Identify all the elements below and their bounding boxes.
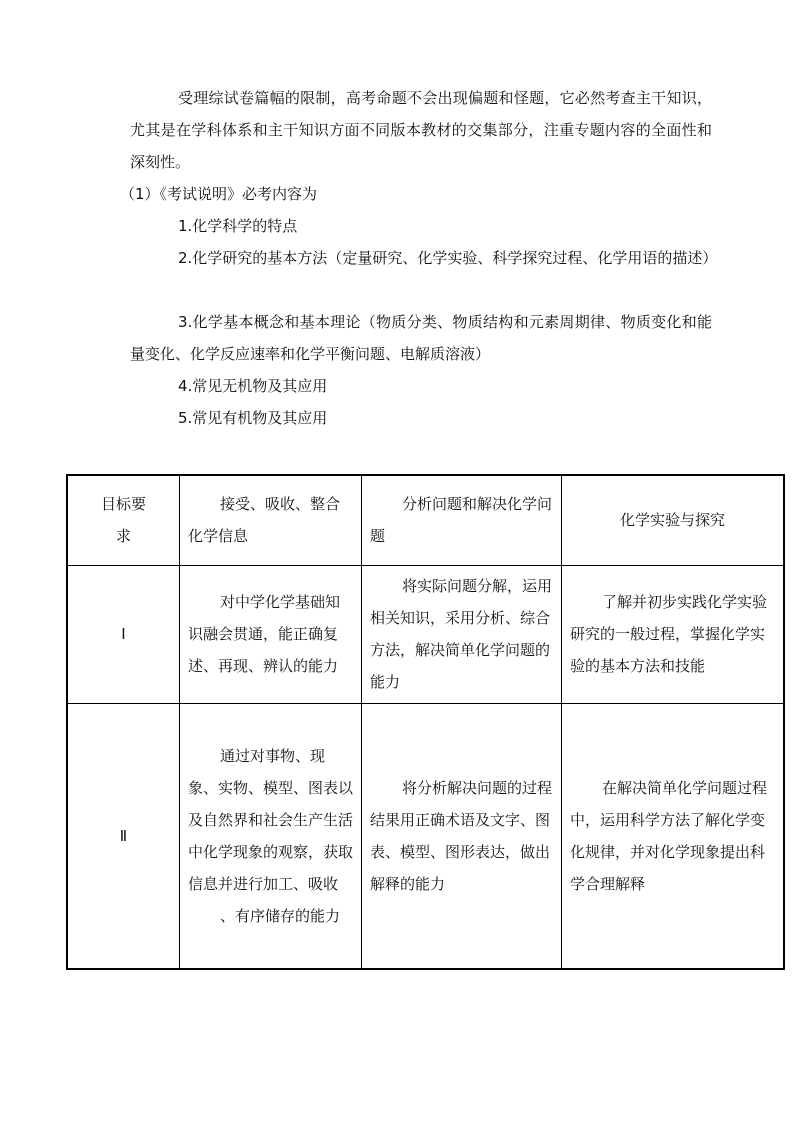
table-cell bbox=[180, 703, 362, 969]
header-label: 目标要求 bbox=[100, 495, 146, 546]
table-cell: 了解并初步实践化学实验研究的一般过程，掌握化学实验的基本方法和技能 bbox=[562, 565, 785, 703]
cell-text-tail: 、有序储存的能力 bbox=[220, 906, 341, 925]
table-cell: 将实际问题分解，运用相关知识，采用分析、综合方法，解决简单化学问题的能力 bbox=[362, 565, 562, 703]
header-target-requirement bbox=[67, 475, 180, 565]
header-analyze-solve: 分析问题和解决化学问题 bbox=[362, 475, 562, 565]
section-heading: （1）《考试说明》必考内容为 bbox=[120, 185, 318, 203]
level-label: Ⅰ bbox=[67, 565, 180, 703]
table-cell: 对中学化学基础知识融会贯通，能正确复述、再现、辨认的能力 bbox=[180, 565, 362, 703]
ability-requirements-table bbox=[66, 474, 785, 970]
intro-paragraph: 受理综试卷篇幅的限制，高考命题不会出现偏题和怪题，它必然考查主干知识，尤其是在学科体系和主干知识方面不同版本教材的交集部分，注重专题内容的全面性和深刻性。 bbox=[130, 89, 712, 171]
table-row bbox=[67, 565, 784, 703]
list-item-3: 3.化学基本概念和基本理论（物质分类、物质结构和元素周期律、物质变化和能量变化、化学反应速率和化学平衡问题、电解质溶液） bbox=[130, 313, 712, 363]
list-item-5: 5.常见有机物及其应用 bbox=[178, 409, 328, 427]
level-label: Ⅱ bbox=[67, 703, 180, 969]
list-item-1: 1.化学科学的特点 bbox=[178, 217, 298, 235]
list-item-4: 4.常见无机物及其应用 bbox=[178, 377, 328, 395]
table-header-row bbox=[67, 475, 784, 565]
list-item-2: 2.化学研究的基本方法（定量研究、化学实验、科学探究过程、化学用语的描述） bbox=[178, 249, 718, 267]
header-receive-info: 接受、吸收、整合化学信息 bbox=[180, 475, 362, 565]
table-cell: 将分析解决问题的过程结果用正确术语及文字、图表、模型、图形表达，做出解释的能力 bbox=[362, 703, 562, 969]
table-row bbox=[67, 703, 784, 969]
cell-text: 通过对事物、现象、实物、模型、图表以及自然界和社会生产生活中化学现象的观察，获取信息并进行加工、吸收 bbox=[188, 746, 354, 893]
header-experiment-explore: 化学实验与探究 bbox=[562, 475, 785, 565]
table-cell: 在解决简单化学问题过程中，运用科学方法了解化学变化规律，并对化学现象提出科学合理解释 bbox=[562, 703, 785, 969]
